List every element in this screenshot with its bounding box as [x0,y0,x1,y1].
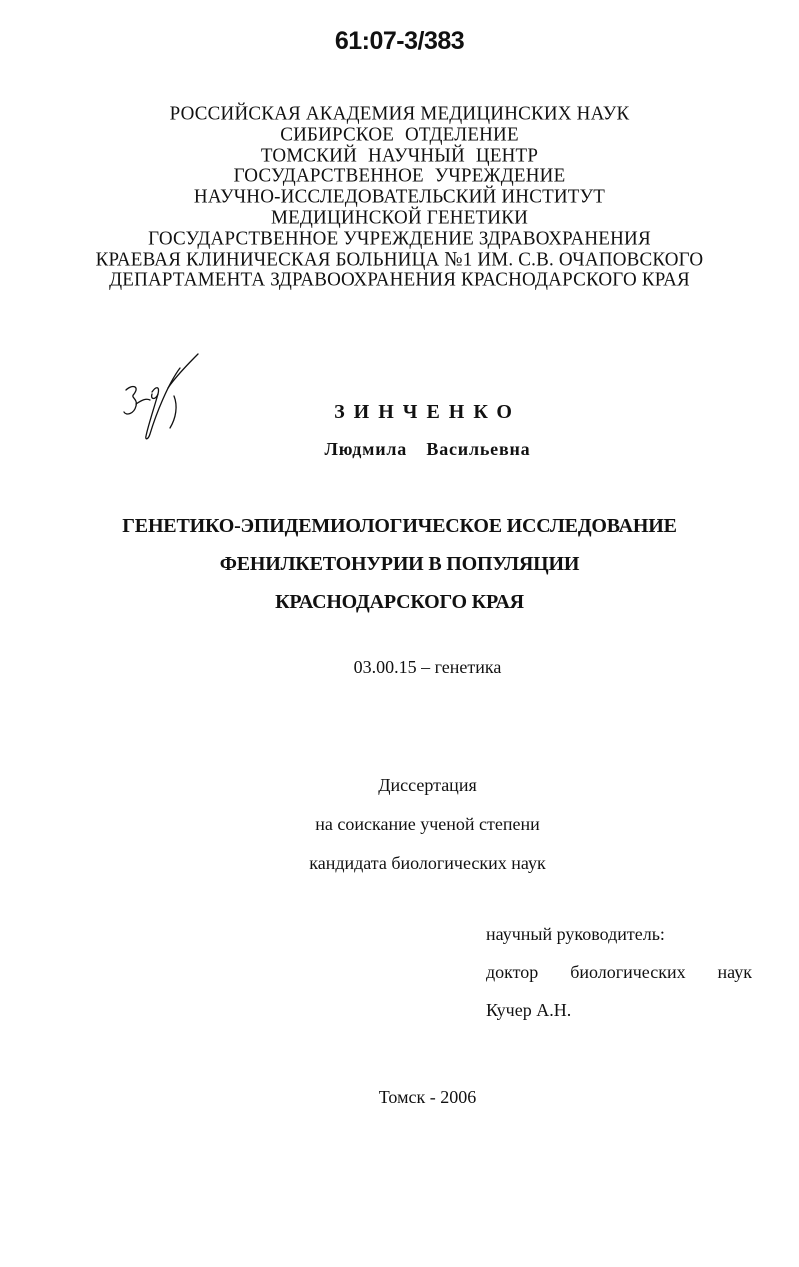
title-line: ФЕНИЛКЕТОНУРИИ В ПОПУЛЯЦИИ [219,553,580,575]
advisor-block [486,915,752,1029]
institution-header [0,104,799,291]
advisor-degree-word: наук [717,962,752,982]
header-line: ДЕПАРТАМЕНТА ЗДРАВООХРАНЕНИЯ КРАСНОДАРСКОГО КРАЯ [109,268,690,292]
specialty-code: 03.00.15 – генетика [353,657,502,677]
thesis-description [28,766,799,883]
dissertation-title [0,507,799,621]
advisor-name: Кучер А.Н. [486,1000,572,1020]
header-line: РОССИЙСКАЯ АКАДЕМИЯ МЕДИЦИНСКИХ НАУК [169,102,630,125]
city-year: Томск - 2006 [378,1087,477,1107]
author-surname: ЗИНЧЕНКО [334,401,521,423]
advisor-degree [486,953,752,991]
header-line: ТОМСКИЙ НАУЧНЫЙ ЦЕНТР [260,143,539,167]
header-line: ГОСУДАРСТВЕННОЕ УЧРЕЖДЕНИЕ ЗДРАВОХРАНЕНИЯ [148,226,651,250]
thesis-line: кандидата биологических наук [309,853,546,873]
advisor-degree-word: биологических [570,962,686,982]
header-line: СИБИРСКОЕ ОТДЕЛЕНИЕ [280,122,519,146]
header-line: ГОСУДАРСТВЕННОЕ УЧРЕЖДЕНИЕ [233,164,566,188]
advisor-label: научный руководитель: [486,924,665,944]
thesis-line: Диссертация [378,775,477,795]
signature-icon [118,348,208,443]
title-line: КРАСНОДАРСКОГО КРАЯ [275,591,524,613]
catalog-number: 61:07-3/383 [334,27,465,55]
title-line: ГЕНЕТИКО-ЭПИДЕМИОЛОГИЧЕСКОЕ ИССЛЕДОВАНИЕ [122,515,677,537]
header-line: НАУЧНО-ИССЛЕДОВАТЕЛЬСКИЙ ИНСТИТУТ [193,185,606,208]
thesis-line: на соискание ученой степени [315,814,540,834]
advisor-degree-word: доктор [486,962,539,982]
header-line: МЕДИЦИНСКОЙ ГЕНЕТИКИ [270,206,529,229]
header-line: КРАЕВАЯ КЛИНИЧЕСКАЯ БОЛЬНИЦА №1 ИМ. С.В. ОЧАПОВСКОГО [95,247,704,271]
author-given-names: Людмила Васильевна [324,439,531,459]
